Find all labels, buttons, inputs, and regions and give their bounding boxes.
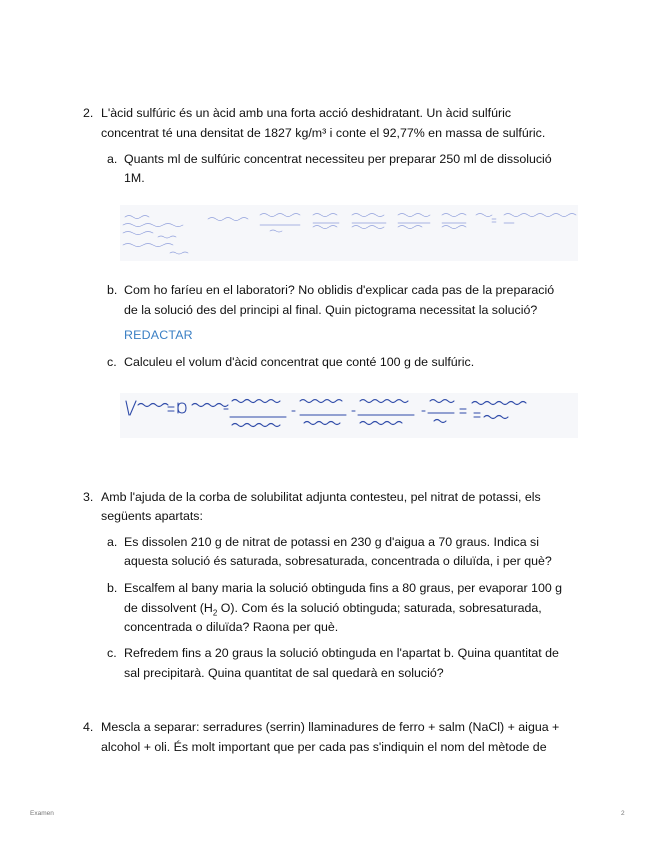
text-part: de dissolvent (H	[124, 601, 213, 615]
subquestion-letter: a.	[107, 535, 118, 549]
subquestion-text: sal precipitarà. Quina quantitat de sal quedarà en solució?	[124, 666, 444, 680]
question-text: Amb l'ajuda de la corba de solubilitat adjunta contesteu, pel nitrat de potassi, els	[101, 490, 541, 504]
question-text: L'àcid sulfúric és un àcid amb una forta acció deshidratant. Un àcid sulfúric	[101, 106, 512, 120]
subquestion-text: Refredem fins a 20 graus la solució obtinguda en l'apartat b. Quina quantitat de	[124, 646, 559, 660]
subquestion-letter: c.	[107, 355, 117, 369]
question-text: següents apartats:	[101, 509, 203, 523]
subquestion-text: Escalfem al bany maria la solució obtinguda fins a 80 graus, per evaporar 100 g	[124, 581, 563, 595]
subquestion-text: Com ho faríeu en el laboratori? No oblidis d'explicar cada pas de la preparació	[124, 283, 555, 297]
subscript: 2	[212, 608, 218, 618]
text-part: O). Com és la solució obtinguda; saturada, sobresaturada,	[217, 601, 542, 615]
subquestion-text: Calculeu el volum d'àcid concentrat que conté 100 g de sulfúric.	[124, 355, 475, 369]
question-text: Mescla a separar: serradures (serrin) llaminadures de ferro + salm (NaCl) + aigua +	[101, 720, 560, 734]
subquestion-text: Es dissolen 210 g de nitrat de potassi en 230 g d'aigua a 70 graus. Indica si	[124, 535, 539, 549]
subquestion-text: de la solució des del principi al final. Quin pictograma necessitat la solució?	[124, 303, 538, 317]
subquestion-text: Quants ml de sulfúric concentrat necessiteu per preparar 250 ml de dissolució	[124, 152, 552, 166]
subquestion-text: 1M.	[124, 171, 145, 185]
subquestion-text: concentrada o diluïda? Raona per què.	[124, 620, 339, 634]
handwritten-answer-2c	[120, 393, 578, 438]
question-number: 2.	[83, 106, 94, 120]
question-text: alcohol + oli. És molt important que per cada pas s'indiquin el nom del mètode de	[101, 740, 547, 754]
subquestion-letter: c.	[107, 646, 117, 660]
subquestion-text	[124, 601, 542, 620]
handwritten-answer-2a	[120, 205, 578, 261]
subquestion-letter: b.	[107, 283, 118, 297]
question-number: 3.	[83, 490, 94, 504]
footer-left: Examen	[30, 810, 54, 817]
subquestion-letter: b.	[107, 581, 118, 595]
question-number: 4.	[83, 720, 94, 734]
subquestion-letter: a.	[107, 152, 118, 166]
question-text: concentrat té una densitat de 1827 kg/m³ i conte el 92,77% en massa de sulfúric.	[101, 126, 546, 140]
page-number: 2	[621, 810, 625, 817]
subquestion-text: aquesta solució és saturada, sobresaturada, concentrada o diluïda, i per què?	[124, 554, 552, 568]
redactar-link[interactable]: REDACTAR	[124, 328, 193, 342]
